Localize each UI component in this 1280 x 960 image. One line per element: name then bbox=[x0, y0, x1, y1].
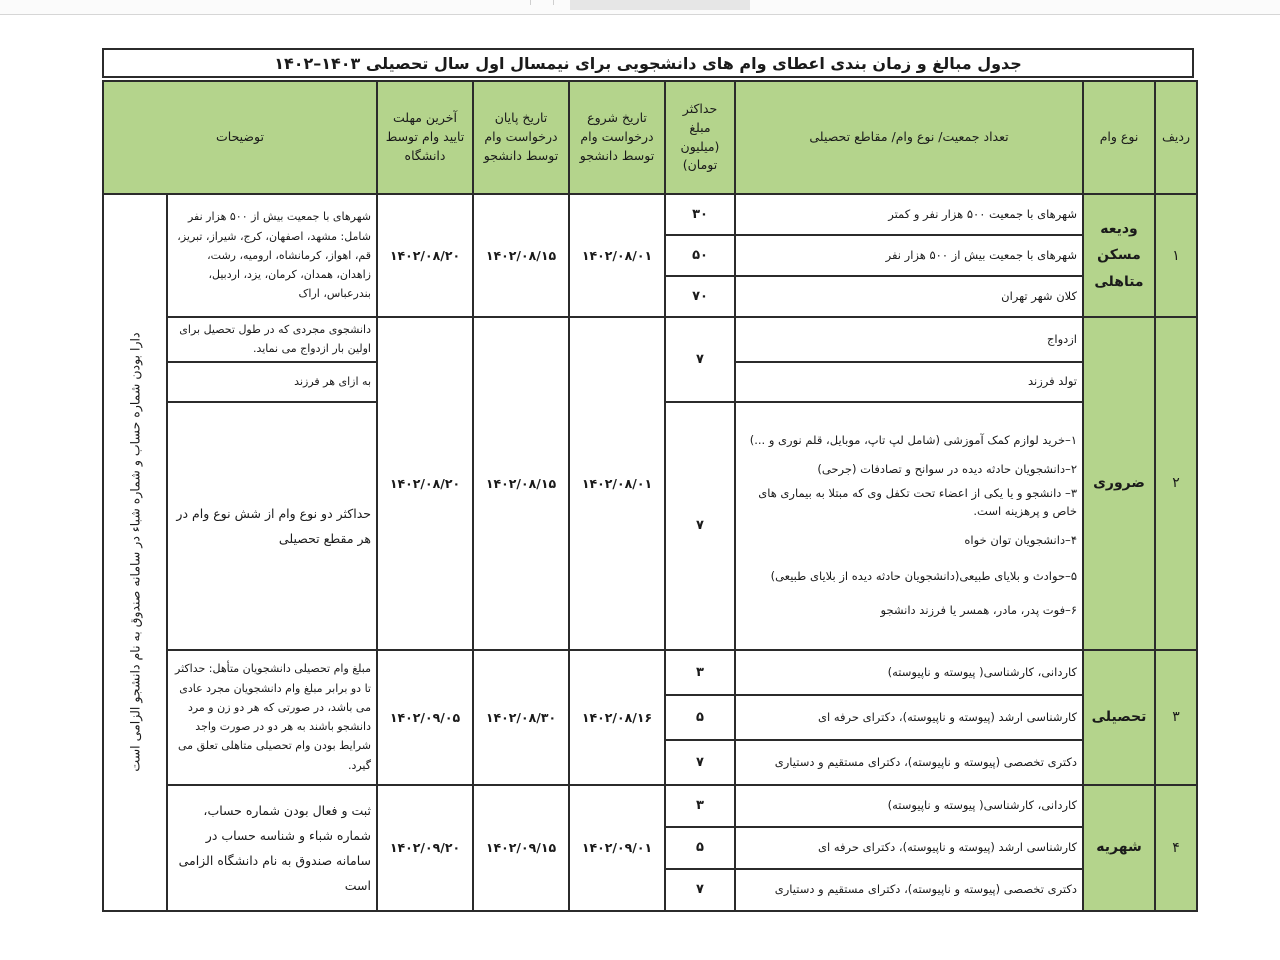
deadline-cell: ۱۴۰۲/۰۹/۲۰ bbox=[377, 785, 473, 911]
description-cell: ثبت و فعال بودن شماره حساب، شماره شباء و شناسه حساب در سامانه صندوق به نام دانشگاه الزامی است bbox=[167, 785, 377, 911]
row-number: ۴ bbox=[1155, 785, 1197, 911]
section-cell: ازدواج bbox=[735, 317, 1083, 362]
header-sections: تعداد جمعیت/ نوع وام/ مقاطع تحصیلی bbox=[735, 81, 1083, 194]
table-row bbox=[103, 317, 1197, 362]
amount-cell: ۵۰ bbox=[665, 235, 735, 276]
essential-item: ۶–فوت پدر، مادر، همسر یا فرزند دانشجو bbox=[880, 603, 1077, 618]
section-cell: کلان شهر تهران bbox=[735, 276, 1083, 317]
amount-cell: ۵ bbox=[665, 695, 735, 740]
end-date-cell: ۱۴۰۲/۰۹/۱۵ bbox=[473, 785, 569, 911]
row-number: ۱ bbox=[1155, 194, 1197, 317]
description-cell: شهرهای با جمعیت بیش از ۵۰۰ هزار نفر شامل: مشهد، اصفهان، کرج، شیراز، تبریز، قم، اهواز، کرمانشاه، ارومیه، رشت، زاهدان، همدان، کرمان، یزد، اردبیل، بندرعباس، اراک bbox=[167, 194, 377, 317]
section-cell: کاردانی، کارشناسی( پیوسته و ناپیوسته) bbox=[735, 785, 1083, 827]
loan-type-cell: ودیعه مسکن متاهلی bbox=[1083, 194, 1155, 317]
amount-cell: ۷۰ bbox=[665, 276, 735, 317]
deadline-cell: ۱۴۰۲/۰۸/۲۰ bbox=[377, 194, 473, 317]
amount-cell: ۷ bbox=[665, 317, 735, 402]
tab-separator bbox=[530, 0, 554, 5]
essential-item: ۱–خرید لوازم کمک آموزشی (شامل لپ تاپ، موبایل، قلم نوری و ...) bbox=[749, 433, 1077, 448]
essential-item: ۲–دانشجویان حادثه دیده در سوانح و تصادفات (جرحی) bbox=[817, 461, 1077, 476]
start-date-cell: ۱۴۰۲/۰۸/۰۱ bbox=[569, 317, 665, 650]
header-start-date: تاریخ شروع درخواست وام توسط دانشجو bbox=[569, 81, 665, 194]
section-cell: کارشناسی ارشد (پیوسته و ناپیوسته)، دکترای حرفه ای bbox=[735, 827, 1083, 869]
essential-item: ۳– دانشجو و یا یکی از اعضاء تحت تکفل وی که مبتلا به بیماری های خاص و پرهزینه است. bbox=[758, 485, 1077, 519]
browser-tab[interactable] bbox=[570, 0, 750, 10]
header-row-no: ردیف bbox=[1155, 81, 1197, 194]
end-date-cell: ۱۴۰۲/۰۸/۱۵ bbox=[473, 194, 569, 317]
header-end-date: تاریخ پایان درخواست وام توسط دانشجو bbox=[473, 81, 569, 194]
header-loan-type: نوع وام bbox=[1083, 81, 1155, 194]
amount-cell: ۷ bbox=[665, 869, 735, 911]
loan-table-container bbox=[102, 80, 1196, 912]
table-row bbox=[103, 650, 1197, 695]
deadline-cell: ۱۴۰۲/۰۹/۰۵ bbox=[377, 650, 473, 785]
loan-schedule-table bbox=[102, 80, 1198, 912]
row-number: ۳ bbox=[1155, 650, 1197, 785]
section-cell: شهرهای با جمعیت ۵۰۰ هزار نفر و کمتر bbox=[735, 194, 1083, 235]
description-cell: به ازای هر فرزند bbox=[167, 362, 377, 402]
loan-type-cell: تحصیلی bbox=[1083, 650, 1155, 785]
header-amount: حداکثر مبلغ (میلیون تومان) bbox=[665, 81, 735, 194]
end-date-cell: ۱۴۰۲/۰۸/۳۰ bbox=[473, 650, 569, 785]
side-note-cell bbox=[103, 194, 167, 911]
table-row bbox=[103, 785, 1197, 827]
deadline-cell: ۱۴۰۲/۰۸/۲۰ bbox=[377, 317, 473, 650]
end-date-cell: ۱۴۰۲/۰۸/۱۵ bbox=[473, 317, 569, 650]
amount-cell: ۵ bbox=[665, 827, 735, 869]
start-date-cell: ۱۴۰۲/۰۸/۱۶ bbox=[569, 650, 665, 785]
amount-cell: ۷ bbox=[665, 402, 735, 650]
header-deadline: آخرین مهلت تایید وام توسط دانشگاه bbox=[377, 81, 473, 194]
start-date-cell: ۱۴۰۲/۰۹/۰۱ bbox=[569, 785, 665, 911]
section-cell: کاردانی، کارشناسی( پیوسته و ناپیوسته) bbox=[735, 650, 1083, 695]
header-row bbox=[103, 81, 1197, 194]
loan-type-cell: شهریه bbox=[1083, 785, 1155, 911]
essential-item: ۵–حوادث و بلایای طبیعی(دانشجویان حادثه دیده از بلایای طبیعی) bbox=[770, 569, 1077, 584]
description-cell: دانشجوی مجردی که در طول تحصیل برای اولین بار ازدواج می نماید. bbox=[167, 317, 377, 362]
header-description: توضیحات bbox=[103, 81, 377, 194]
start-date-cell: ۱۴۰۲/۰۸/۰۱ bbox=[569, 194, 665, 317]
section-cell: دکتری تخصصی (پیوسته و ناپیوسته)، دکترای مستقیم و دستیاری bbox=[735, 869, 1083, 911]
amount-cell: ۳۰ bbox=[665, 194, 735, 235]
essential-items-cell bbox=[735, 402, 1083, 650]
amount-cell: ۳ bbox=[665, 650, 735, 695]
description-cell: حداکثر دو نوع وام از شش نوع وام در هر مقطع تحصیلی bbox=[167, 402, 377, 650]
section-cell: دکتری تخصصی (پیوسته و ناپیوسته)، دکترای مستقیم و دستیاری bbox=[735, 740, 1083, 785]
section-cell: شهرهای با جمعیت بیش از ۵۰۰ هزار نفر bbox=[735, 235, 1083, 276]
amount-cell: ۳ bbox=[665, 785, 735, 827]
table-title: جدول مبالغ و زمان بندی اعطای وام های دانشجویی برای نیمسال اول سال تحصیلی ۱۴۰۳–۱۴۰۲ bbox=[102, 48, 1194, 78]
section-cell: تولد فرزند bbox=[735, 362, 1083, 402]
description-cell: مبلغ وام تحصیلی دانشجویان متأهل: حداکثر تا دو برابر مبلغ وام دانشجویان مجرد عادی می باشد، در صورتی که هر دو زن و مرد دانشجو باشند به هر دو در صورت واجد شرایط بودن وام تحصیلی متاهلی تعلق می گیرد. bbox=[167, 650, 377, 785]
amount-cell: ۷ bbox=[665, 740, 735, 785]
side-note-text: دارا بودن شماره حساب و شماره شباء در سامانه صندوق به نام دانشجو الزامی است bbox=[127, 332, 143, 772]
section-cell: کارشناسی ارشد (پیوسته و ناپیوسته)، دکترای حرفه ای bbox=[735, 695, 1083, 740]
loan-type-cell: ضروری bbox=[1083, 317, 1155, 650]
table-row bbox=[103, 194, 1197, 235]
browser-top-strip bbox=[0, 0, 1280, 15]
essential-item: ۴–دانشجویان توان خواه bbox=[964, 532, 1077, 547]
row-number: ۲ bbox=[1155, 317, 1197, 650]
